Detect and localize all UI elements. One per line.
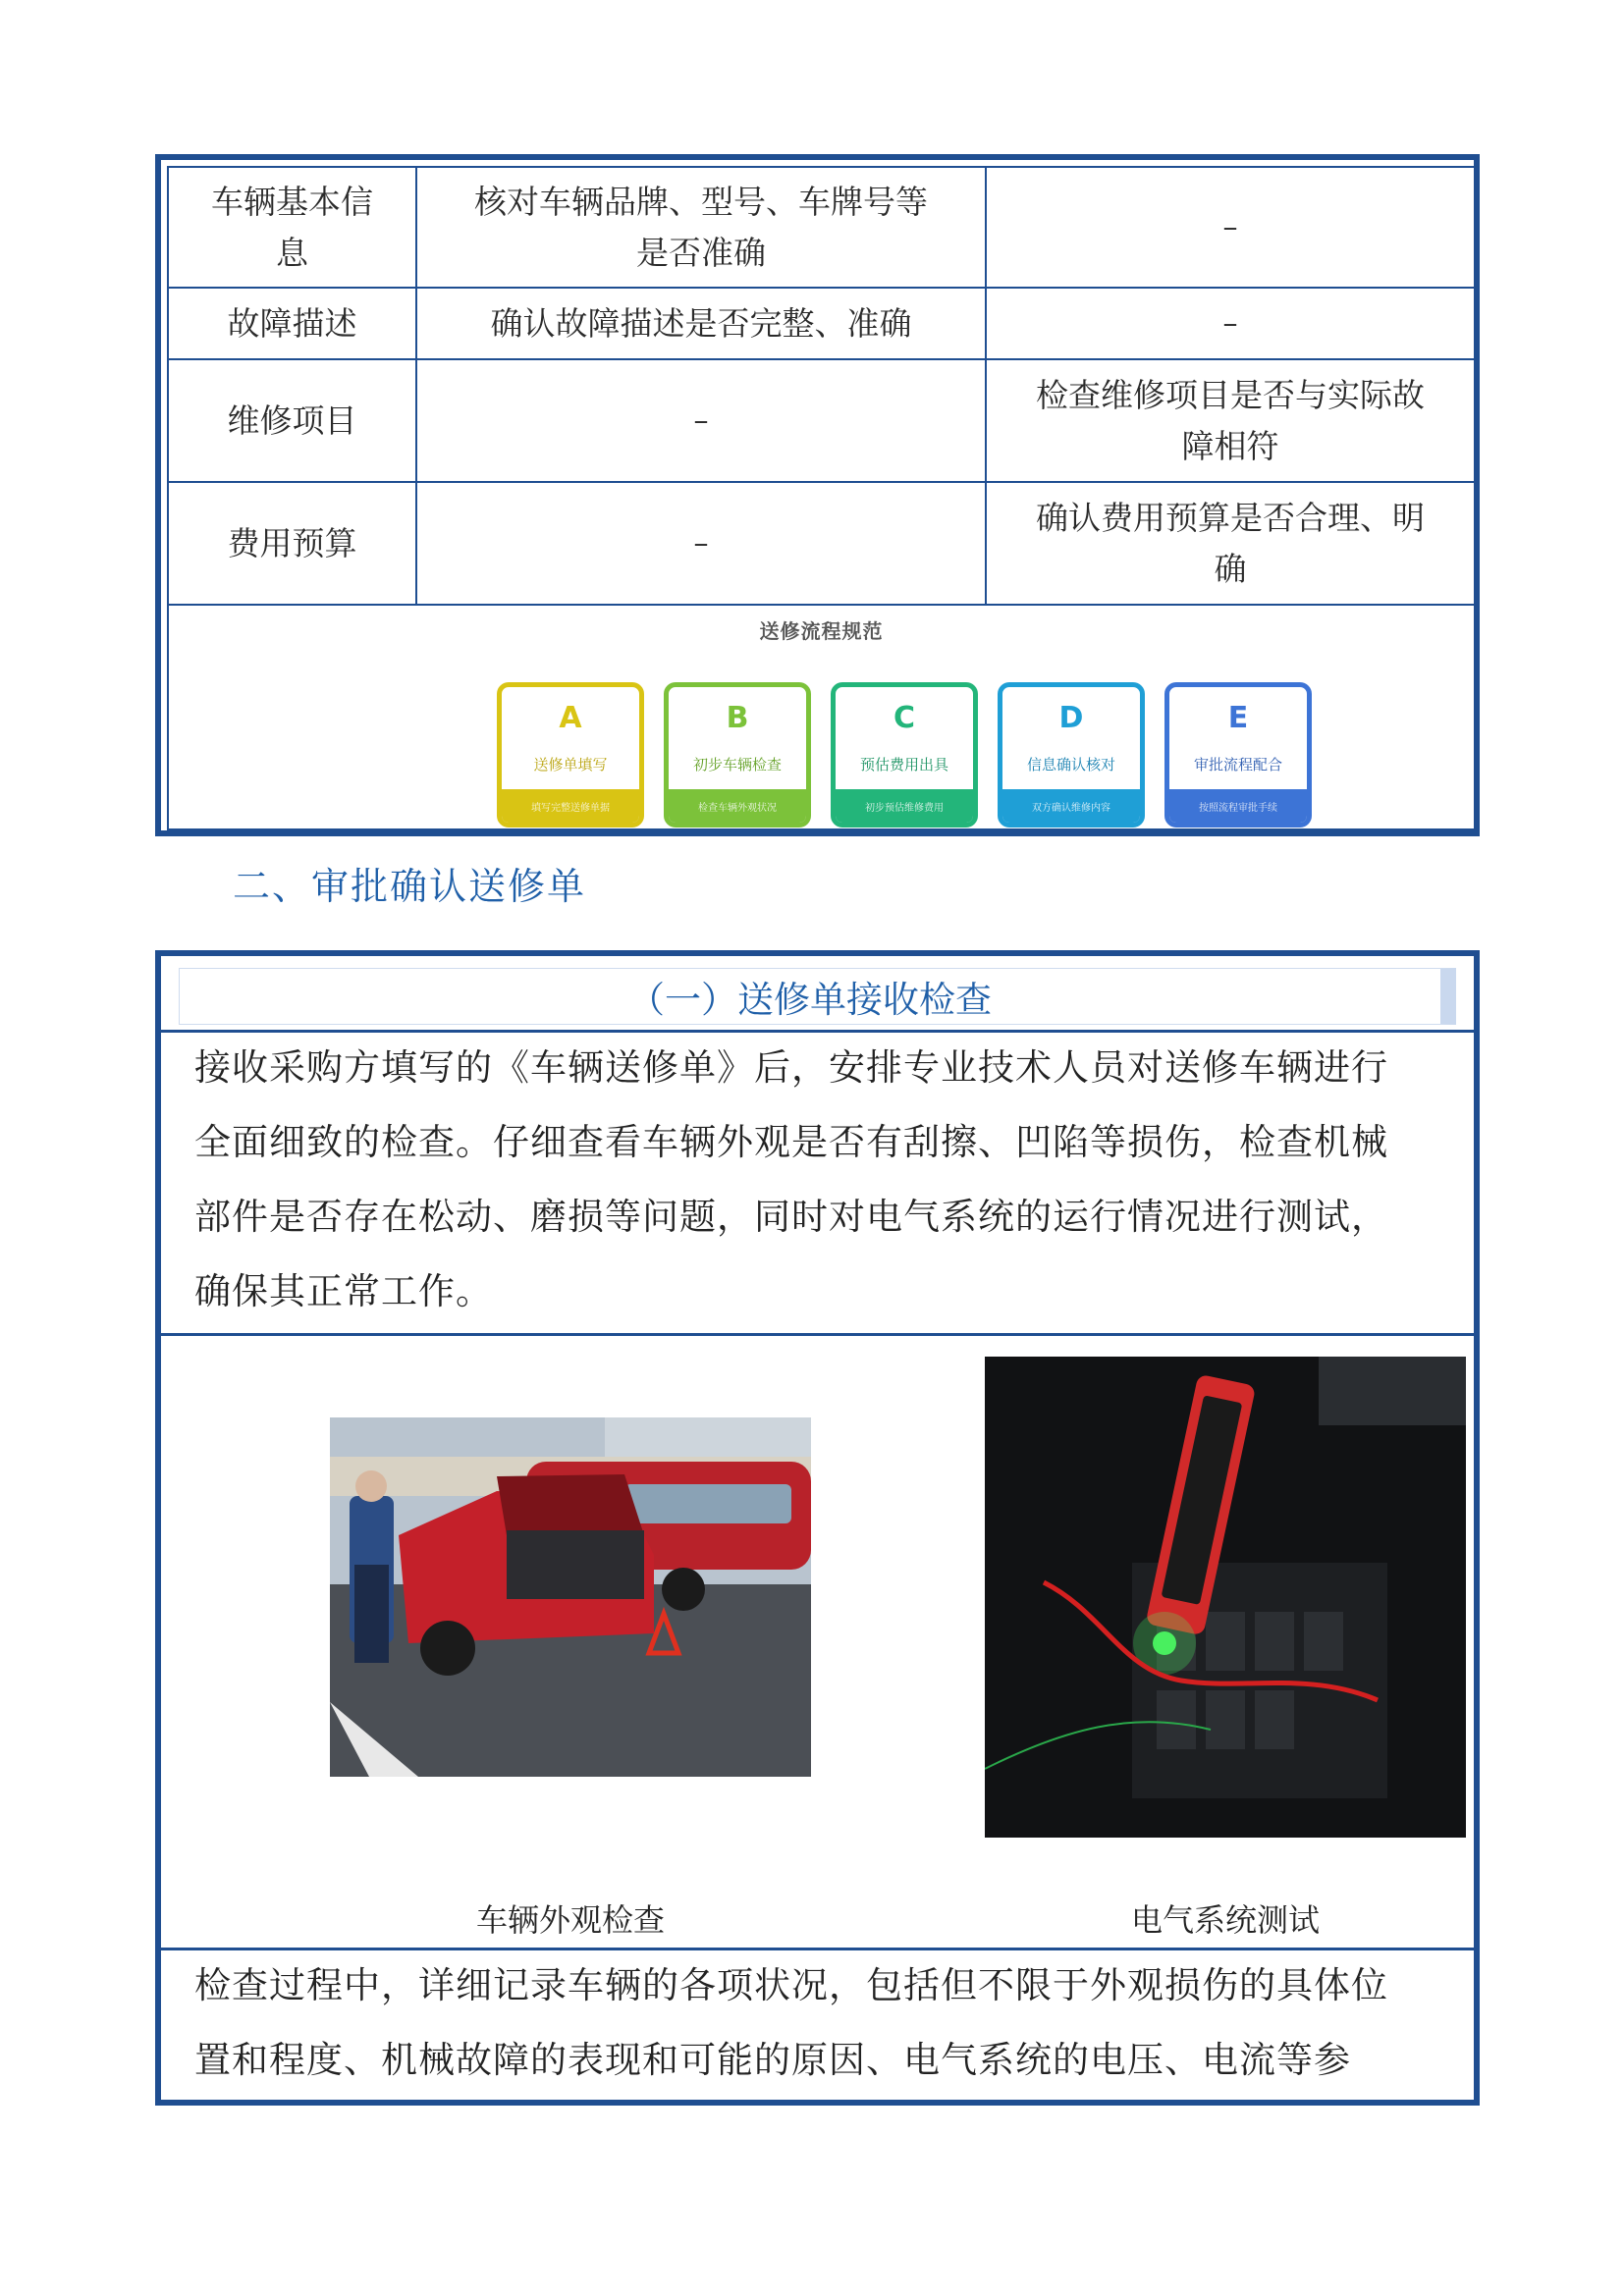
text-line: 确保其正常工作。 (194, 1270, 493, 1312)
row-repair-check-b (985, 358, 1476, 483)
step-sub: 按照流程审批手续 (1199, 803, 1277, 814)
flow-step-a (497, 682, 644, 828)
cell-text: – (1222, 209, 1238, 244)
cell-text: 确认故障描述是否完整、准确 (490, 303, 912, 343)
cell-text: 车辆基本信息 (211, 182, 373, 272)
row-budget-check-a (415, 481, 987, 606)
step-e-icon: E (1227, 701, 1249, 735)
divider (161, 1333, 1474, 1336)
subsection-title: （一）送修单接收检查 (179, 968, 1456, 1025)
cell-text: 维修项目 (227, 400, 357, 440)
review-table (155, 154, 1480, 836)
inspection-box (155, 950, 1480, 2106)
step-label: 信息确认核对 (1026, 756, 1115, 774)
flow-step-c (831, 682, 978, 828)
text-line: 检查过程中，详细记录车辆的各项状况，包括但不限于外观损伤的具体位 (194, 1964, 1388, 2006)
text-line: 置和程度、机械故障的表现和可能的原因、电气系统的电压、电流等参 (194, 2039, 1351, 2081)
row-budget-check-b (985, 481, 1476, 606)
row-vehicle-info-item (167, 166, 417, 289)
cell-text: – (693, 525, 709, 561)
car-inspection-image (330, 1417, 811, 1777)
flow-step-b (664, 682, 811, 828)
cell-text: 费用预算 (227, 523, 357, 562)
caption-electrical: 电气系统测试 (1130, 1901, 1320, 1939)
step-sub: 检查车辆外观状况 (698, 803, 777, 814)
section-heading: 二、审批确认送修单 (233, 865, 587, 908)
cell-text: 检查维修项目是否与实际故障相符 (1036, 375, 1425, 465)
paragraph-intro (194, 1031, 1461, 1329)
electrical-tester-image (985, 1357, 1466, 1838)
step-sub: 初步预估维修费用 (865, 803, 944, 814)
row-fault-item (167, 287, 417, 360)
text-line: 接收采购方填写的《车辆送修单》后，安排专业技术人员对送修车辆进行 (194, 1046, 1388, 1089)
cell-text: – (1222, 305, 1238, 341)
row-vehicle-info-check-b (985, 166, 1476, 289)
cell-text: 故障描述 (227, 303, 357, 343)
row-fault-check-a (415, 287, 987, 360)
row-vehicle-info-check-a (415, 166, 987, 289)
step-a-icon: A (559, 701, 582, 735)
caption-exterior: 车辆外观检查 (475, 1901, 665, 1939)
step-label: 初步车辆检查 (692, 756, 782, 774)
step-sub: 填写完整送修单据 (531, 803, 610, 814)
text-line: 全面细致的检查。仔细查看车辆外观是否有刮擦、凹陷等损伤，检查机械 (194, 1121, 1388, 1163)
row-fault-check-b (985, 287, 1476, 360)
flow-step-d (998, 682, 1145, 828)
electrical-test-photo (985, 1357, 1466, 1838)
cell-text: – (693, 402, 709, 438)
flow-step-e (1164, 682, 1312, 828)
step-c-icon: C (893, 701, 916, 735)
flow-title: 送修流程规范 (759, 619, 884, 643)
step-label: 送修单填写 (533, 756, 608, 774)
vehicle-exterior-photo (330, 1417, 811, 1777)
step-label: 审批流程配合 (1193, 756, 1282, 774)
repair-flow-diagram (167, 604, 1476, 830)
paragraph-record (194, 1949, 1461, 2098)
cell-text: 核对车辆品牌、型号、车牌号等是否准确 (474, 182, 928, 272)
step-label: 预估费用出具 (859, 756, 948, 774)
row-budget-item (167, 481, 417, 606)
text-line: 部件是否存在松动、磨损等问题，同时对电气系统的运行情况进行测试， (194, 1196, 1388, 1238)
row-repair-check-a (415, 358, 987, 483)
cell-text: 确认费用预算是否合理、明确 (1036, 498, 1425, 588)
step-sub: 双方确认维修内容 (1032, 803, 1110, 814)
step-b-icon: B (726, 701, 749, 735)
row-repair-item (167, 358, 417, 483)
step-d-icon: D (1058, 701, 1084, 735)
